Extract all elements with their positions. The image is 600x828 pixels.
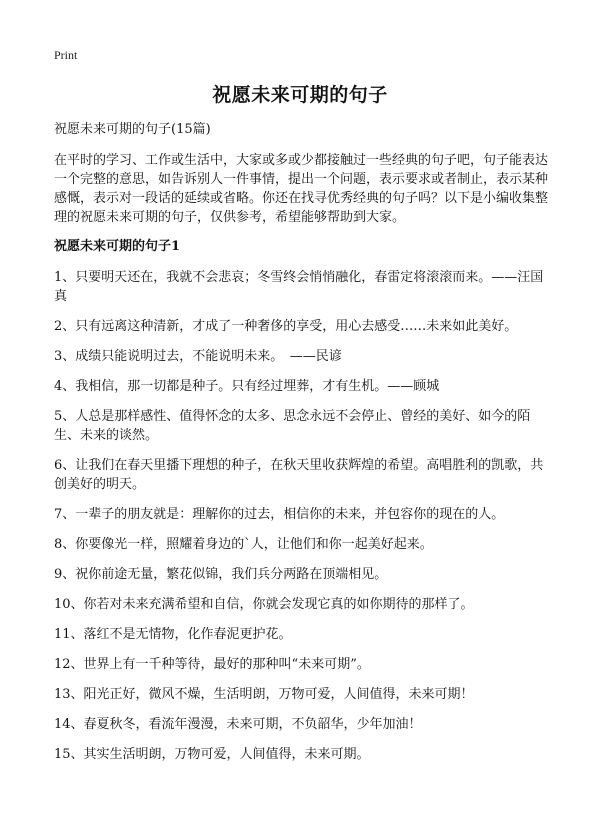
list-item: 12、世界上有一千种等待，最好的那种叫“未来可期”。 (54, 657, 370, 672)
sentence-list (54, 268, 548, 764)
section-heading: 祝愿未来可期的句子1 (54, 239, 181, 254)
print-link[interactable]: Print (54, 48, 78, 62)
list-item: 11、落红不是无情物，化作春泥更护花。 (54, 627, 292, 642)
list-item: 2、只有远离这种清新，才成了一种奢侈的享受，用心去感受……未来如此美好。 (54, 319, 518, 334)
document-body (54, 120, 548, 775)
list-item: 5、人总是那样感性、值得怀念的太多、思念永远不会停止、曾经的美好、如今的陌生、未来的谈然。 (54, 409, 531, 443)
list-item: 13、阳光正好，微风不燥，生活明朗，万物可爱，人间值得，未来可期！ (54, 687, 474, 702)
list-item: 3、成绩只能说明过去，不能说明未来。 ——民谚 (54, 349, 342, 364)
list-item: 4、我相信，那一切都是种子。只有经过埋葬，才有生机。——顾城 (54, 379, 440, 394)
list-item: 7、一辈子的朋友就是：理解你的过去，相信你的未来，并包容你的现在的人。 (54, 507, 505, 522)
list-item: 6、让我们在春天里播下理想的种子，在秋天里收获辉煌的希望。高唱胜利的凯歌，共创美好的明天。 (54, 458, 544, 492)
list-item: 10、你若对未来充满希望和自信，你就会发现它真的如你期待的那样了。 (54, 597, 474, 612)
list-item: 1、只要明天还在，我就不会悲哀；冬雪终会悄悄融化，春雷定将滚滚而来。——汪国真 (54, 270, 544, 304)
page-title: 祝愿未来可期的句子 (212, 84, 388, 106)
list-item: 8、你要像光一样，照耀着身边的`人，让他们和你一起美好起来。 (54, 537, 433, 552)
document-subtitle: 祝愿未来可期的句子(15篇) (54, 122, 211, 137)
intro-paragraph: 在平时的学习、工作或生活中，大家或多或少都接触过一些经典的句子吧，句子能表达一个完整的意思，如告诉别人一件事情，提出一个问题，表示要求或者制止，表示某种感慨，表示对一段话的延续或省略。你还在找寻优秀经典的句子吗？以下是小编收集整理的祝愿未来可期的句子，仅供参考，希望能够帮助到大家。 (54, 153, 549, 225)
list-item: 15、其实生活明朗，万物可爱，人间值得，未来可期。 (54, 747, 370, 762)
list-item: 14、春夏秋冬，看流年漫漫，未来可期，不负韶华，少年加油！ (54, 717, 422, 732)
list-item: 9、祝你前途无量，繁花似锦，我们兵分两路在顶端相见。 (54, 567, 388, 582)
